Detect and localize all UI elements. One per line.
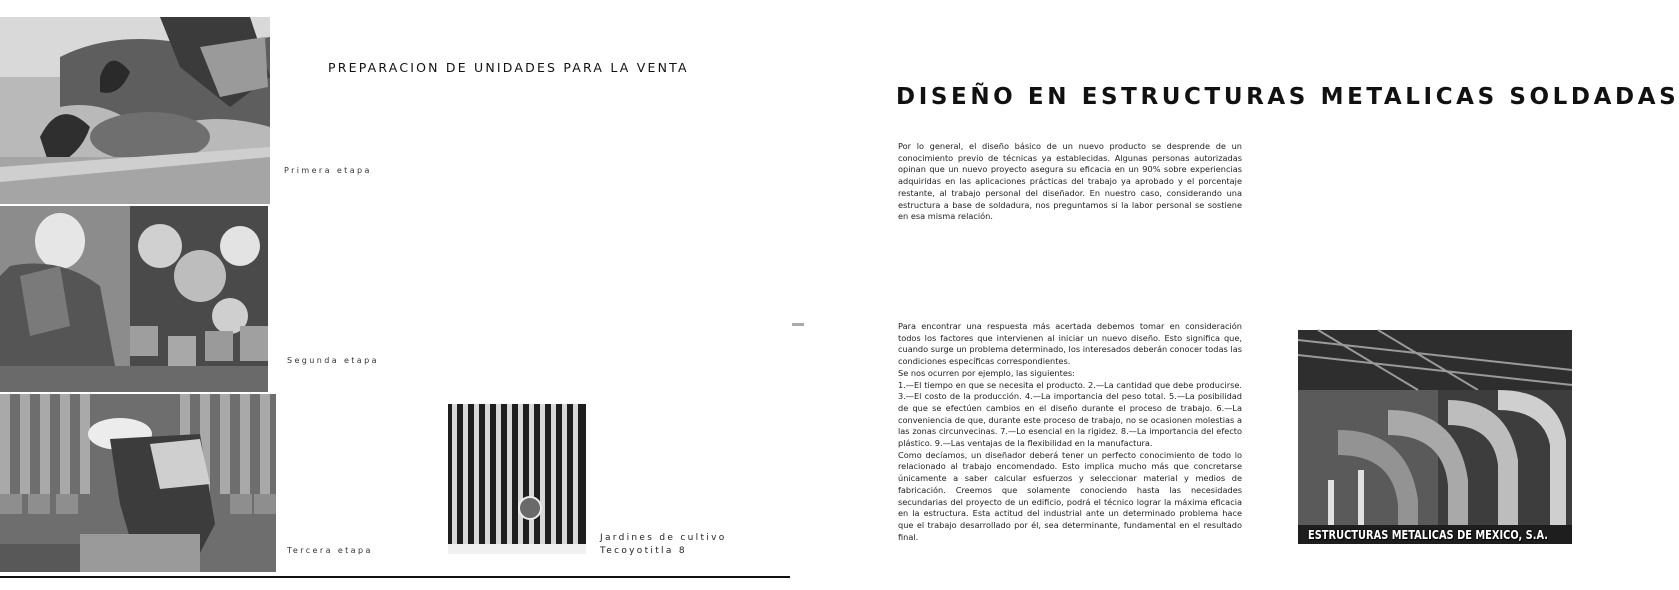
paragraph-body-1: Para encontrar una respuesta más acertada debemos tomar en consideración todos los factores que intervienen al iniciar un nuevo diseño. Esto significa que, cuando surge un problema determinado, los interesados deberán conocer todas las condiciones específicas correspondientes.	[898, 321, 1242, 367]
caption-primera-etapa: Primera etapa	[284, 166, 372, 175]
footer-place	[600, 532, 727, 558]
footer-line-2: Tecoyotitla 8	[600, 546, 687, 556]
photo-steel-structure	[1298, 330, 1572, 544]
photo-label: ESTRUCTURAS METALICAS DE MEXICO, S.A.	[1308, 528, 1549, 542]
paragraph-intro: Por lo general, el diseño básico de un nuevo producto se desprende de un conocimiento previo de técnicas ya establecidas. Algunas personas autorizadas opinan que un nuevo proyecto asegura su eficacia en un 90% sobre experiencias adquiridas en las aplicaciones prácticas del trabajo ya aprobado y el porcentaje restante, al trabajo personal del diseñador. En nuestro caso, considerando una estructura a base de soldadura, nos preguntamos si la labor personal se sostiene en esa misma relación.	[898, 141, 1242, 222]
footer-line-1: Jardines de cultivo	[600, 533, 727, 543]
page-title-right: DISEÑO EN ESTRUCTURAS METALICAS SOLDADAS	[896, 84, 1679, 110]
photo-tercera-etapa	[0, 394, 276, 572]
gutter-mark	[792, 323, 804, 326]
caption-tercera-etapa: Tercera etapa	[287, 546, 373, 555]
paragraph-body	[898, 321, 1242, 543]
left-page	[0, 0, 790, 590]
bottom-rule	[0, 576, 790, 578]
photo-primera-etapa	[0, 17, 270, 204]
caption-segunda-etapa: Segunda etapa	[287, 356, 379, 365]
page-title-left: PREPARACION DE UNIDADES PARA LA VENTA	[328, 60, 689, 75]
photo-segunda-etapa	[0, 206, 268, 392]
paragraph-body-4: Como decíamos, un diseñador deberá tener un perfecto conocimiento de todo lo relacionado al trabajo encomendado. Esto implica mucho más que concretarse únicamente a saber calcular esfuerzos y seleccionar material y medios de fabricación. Creemos que solamente conociendo hasta las necesidades secundarias del proyecto de un edificio, podrá el técnico lograr la máxima eficacia en la estructura. Esta actitud del industrial ante un determinado problema hace que el trabajo desarrollado por él, sea determinante, fundamental en el resultado final.	[898, 449, 1242, 542]
photo-grating	[448, 404, 586, 554]
paragraph-body-2: Se nos ocurren por ejemplo, las siguientes:	[898, 367, 1075, 378]
paragraph-body-3: 1.—El tiempo en que se necesita el producto. 2.—La cantidad que debe producirse. 3.—El costo de la producción. 4.—La importancia del peso total. 5.—La posibilidad de que se efectúen cambios en el diseño durante el proceso de trabajo. 6.—La conveniencia de que, durante este proceso de trabajo, no se ocasionen molestias a las zonas circunvecinas. 7.—Lo esencial en la rigidez. 8.—La importancia del efecto plástico. 9.—Las ventajas de la flexibilidad en la manufactura.	[898, 379, 1242, 449]
